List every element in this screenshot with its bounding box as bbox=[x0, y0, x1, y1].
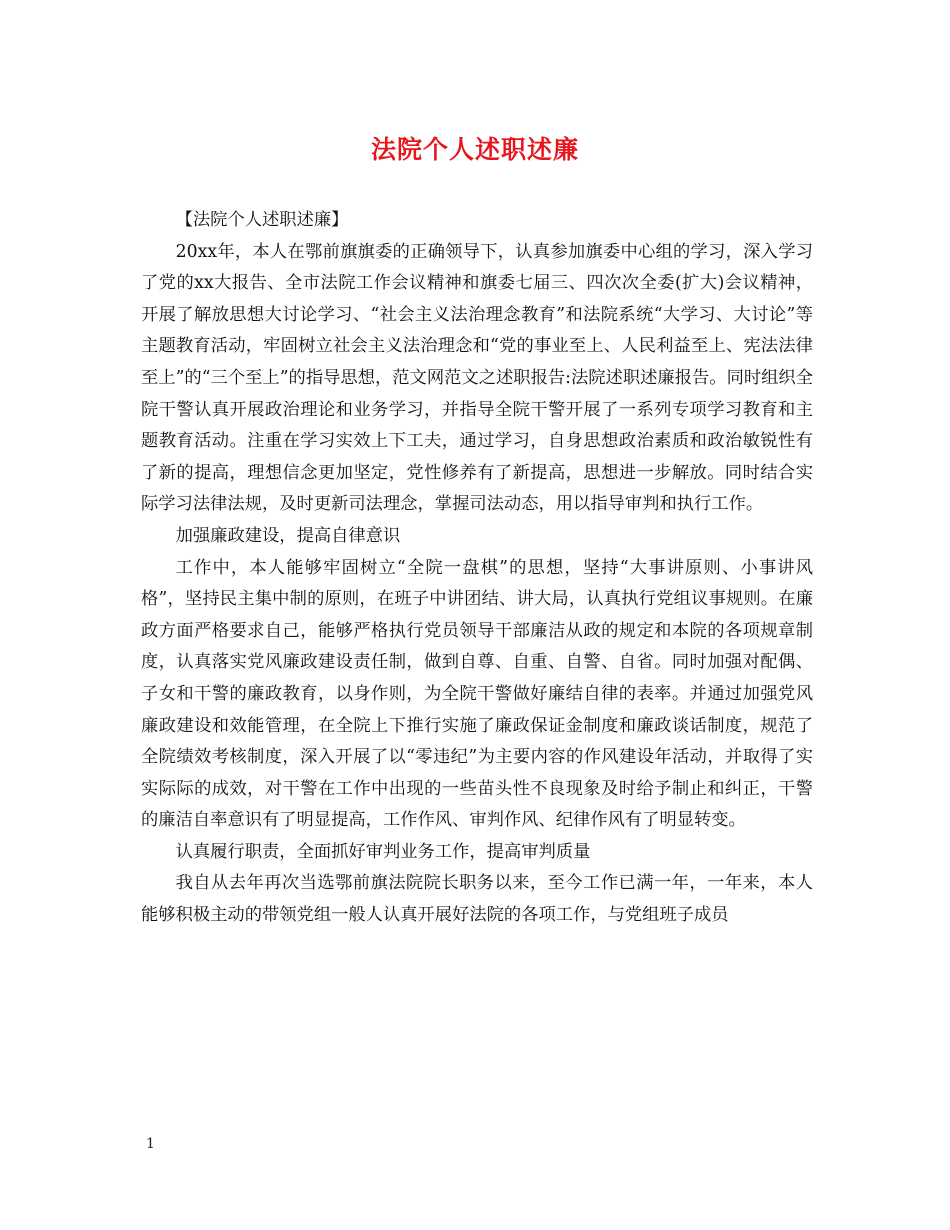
page-number: 1 bbox=[146, 1136, 155, 1152]
paragraph-integrity: 工作中，本人能够牢固树立“全院一盘棋”的思想，坚持“大事讲原则、小事讲风格”，坚持民主集中制的原则，在班子中讲团结、讲大局，认真执行党组议事规则。在廉政方面严格要求自己，能够严格执行党员领导干部廉洁从政的规定和本院的各项规章制度，认真落实党风廉政建设责任制，做到自尊、自重、自警、自省。同时加强对配偶、子女和干警的廉政教育，以身作则，为全院干警做好廉结自律的表率。并通过加强党风廉政建设和效能管理，在全院上下推行实施了廉政保证金制度和廉政谈话制度，规范了全院绩效考核制度，深入开展了以“零违纪”为主要内容的作风建设年活动，并取得了实实际际的成效，对干警在工作中出现的一些苗头性不良现象及时给予制止和纠正，干警的廉洁自率意识有了明显提高，工作作风、审判作风、纪律作风有了明显转变。 bbox=[141, 557, 813, 831]
paragraph-study: 20xx年，本人在鄂前旗旗委的正确领导下，认真参加旗委中心组的学习，深入学习了党的xx大报告、全市法院工作会议精神和旗委七届三、四次次全委(扩大)会议精神，开展了解放思想大讨论学习、“社会主义法治理念教育”和法院系统“大学习、大讨论”等主题教育活动，牢固树立社会主义法治理念和“党的事业至上、人民利益至上、宪法法律至上”的“三个至上”的指导思想，范文网范文之述职报告:法院述职述廉报告。同时组织全院干警认真开展政治理论和业务学习，并指导全院干警开展了一系列专项学习教育和主题教育活动。注重在学习实效上下工夫，通过学习，自身思想政治素质和政治敏锐性有了新的提高，理想信念更加坚定，党性修养有了新提高，思想进一步解放。同时结合实际学习法律法规，及时更新司法理念，掌握司法动态，用以指导审判和执行工作。 bbox=[141, 241, 813, 515]
paragraph-duties: 我自从去年再次当选鄂前旗法院院长职务以来，至今工作已满一年，一年来，本人能够积极主动的带领党组一般人认真开展好法院的各项工作，与党组班子成员 bbox=[141, 873, 813, 926]
section-heading-duties: 认真履行职责，全面抓好审判业务工作，提高审判质量 bbox=[175, 841, 591, 862]
paragraph-heading-tag: 【法院个人述职述廉】 bbox=[175, 210, 349, 230]
document-body bbox=[141, 205, 813, 932]
document-title: 法院个人述职述廉 bbox=[370, 135, 579, 164]
section-heading-integrity: 加强廉政建设，提高自律意识 bbox=[175, 525, 401, 546]
